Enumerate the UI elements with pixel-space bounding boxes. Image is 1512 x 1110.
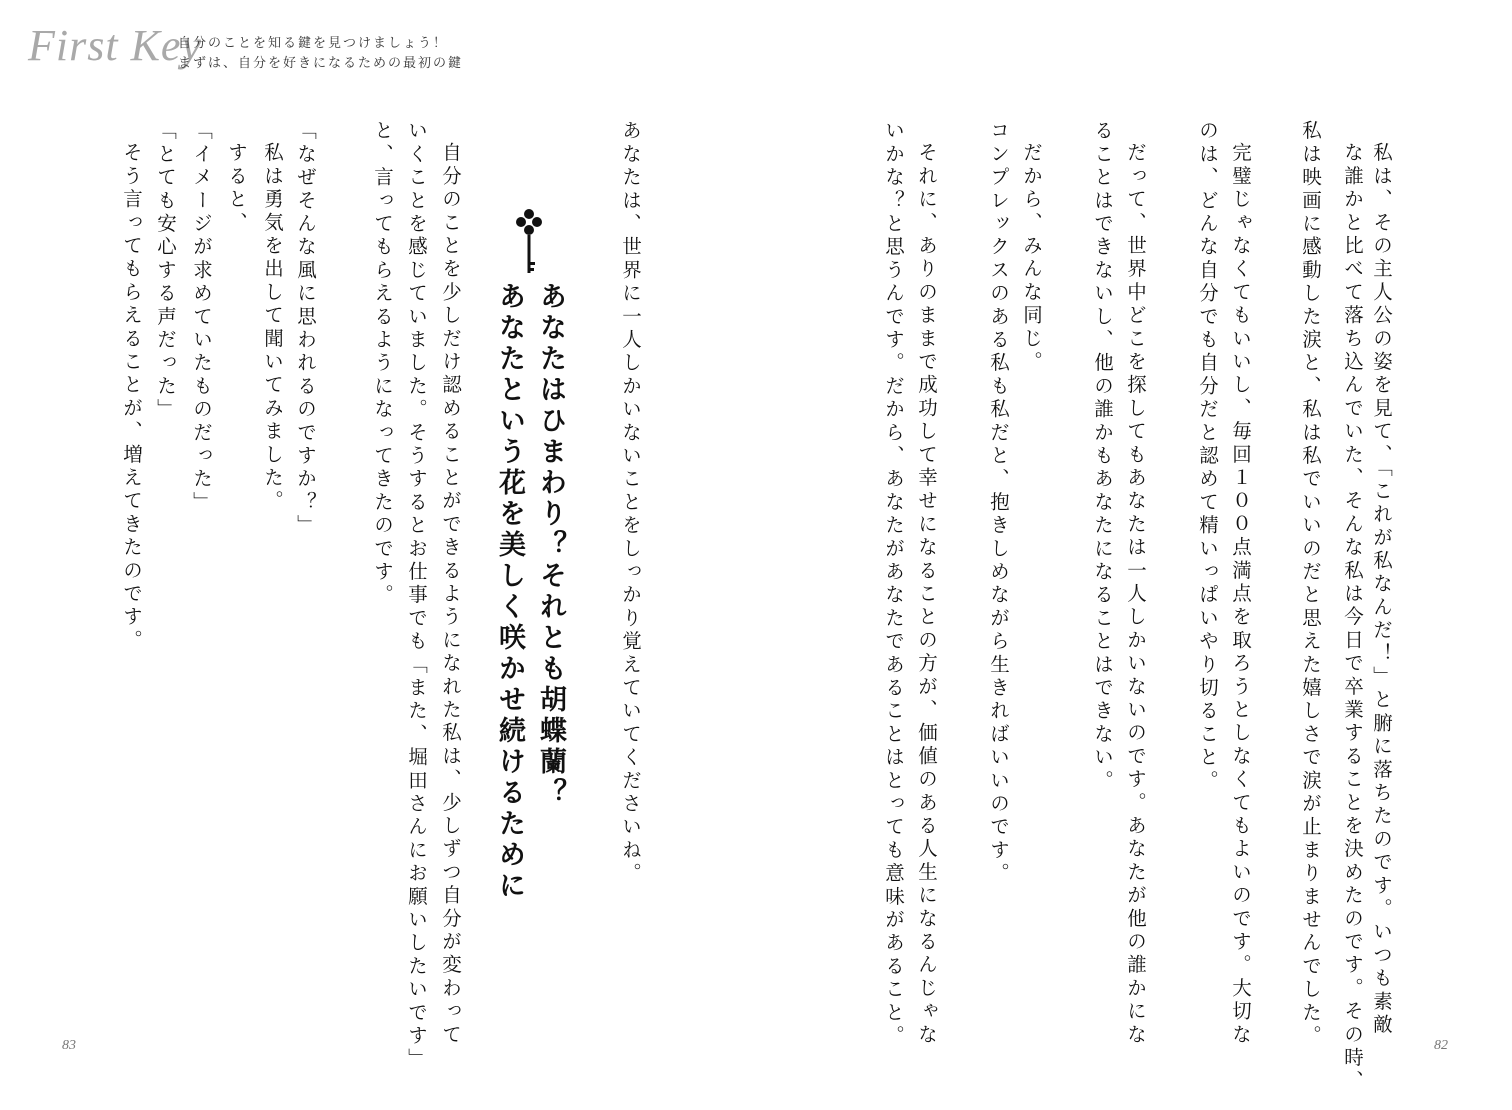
body-line: 私は映画に感動した涙と、私は私でいいのだと思えた嬉しさで涙が止まりませんでした。 <box>1299 120 1322 1048</box>
page-number-right: 82 <box>1434 1038 1448 1053</box>
body-line: 「とても安心する声だった」 <box>154 120 177 422</box>
body-line: それに、ありのままで成功して幸せになることの方が、価値のある人生になるんじゃな <box>915 142 938 1047</box>
body-line: いかな？と思うんです。だから、あなたがあなたであることはとっても意味があること。 <box>882 120 905 1048</box>
key-icon <box>515 208 543 276</box>
body-line: な誰かと比べて落ち込んでいた、そんな私は今日で卒業することを決めたのです。その時、 <box>1341 142 1364 1094</box>
body-line: 私は、その主人公の姿を見て、「これが私なんだ！」と腑に落ちたのです。いつも素敵 <box>1370 142 1393 1038</box>
tagline-line-1: 自分のことを知る鍵を見つけましょう！ <box>178 36 449 51</box>
section-heading-line-1: あなたはひまわり？それとも胡蝶蘭？ <box>535 282 566 809</box>
page-number-left: 83 <box>62 1038 76 1053</box>
body-line: のは、どんな自分でも自分だと認めて精いっぱいやり切ること。 <box>1196 120 1219 793</box>
tagline-line-2: まずは、自分を好きになるための最初の鍵 <box>178 56 464 71</box>
body-line: 自分のことを少しだけ認めることができるようになれた私は、少しずつ自分が変わって <box>439 142 462 1047</box>
body-line: そう言ってもらえることが、増えてきたのです。 <box>120 142 143 653</box>
body-line: だから、みんな同じ。 <box>1020 142 1043 374</box>
body-line: すると、 <box>225 142 248 235</box>
body-line: コンプレックスのある私も私だと、抱きしめながら生きればいいのです。 <box>987 120 1010 886</box>
logo-first-key: First Key <box>28 21 202 70</box>
body-line: 完璧じゃなくてもいいし、毎回１００点満点を取ろうとしなくてもよいのです。大切な <box>1229 142 1252 1047</box>
section-heading-line-2: あなたという花を美しく咲かせ続けるために <box>494 282 525 902</box>
header-tagline <box>178 34 463 74</box>
intro-line: あなたは、世界に一人しかいないことをしっかり覚えていてくださいね。 <box>619 120 642 886</box>
body-line: ることはできないし、他の誰かもあなたになることはできない。 <box>1091 120 1114 793</box>
body-line: だって、世界中どこを探してもあなたは一人しかいないのです。あなたが他の誰かにな <box>1124 142 1147 1047</box>
body-line: と、言ってもらえるようになってきたのです。 <box>371 120 394 608</box>
body-line: いくことを感じていました。そうするとお仕事でも「また、堀田さんにお願いしたいです」 <box>405 120 428 1072</box>
body-line: 「イメージが求めていたものだった」 <box>190 120 213 515</box>
body-line: 「なぜそんな風に思われるのですか？」 <box>294 120 317 538</box>
body-line: 私は勇気を出して聞いてみました。 <box>261 142 284 514</box>
